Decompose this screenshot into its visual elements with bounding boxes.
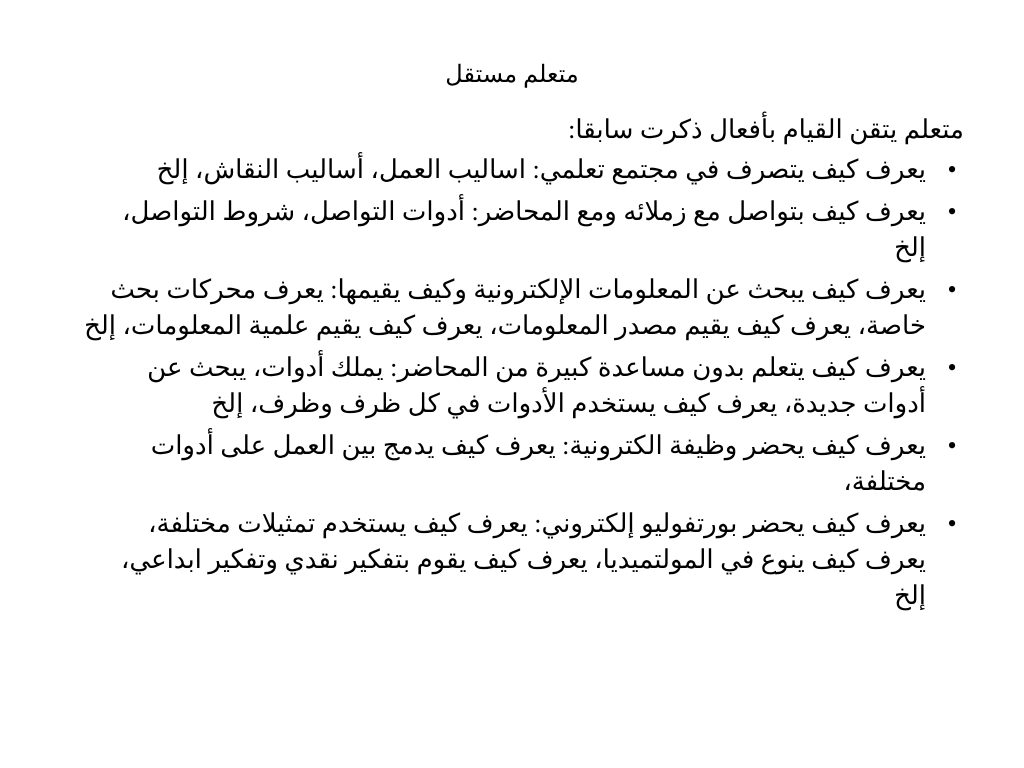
slide-content <box>84 112 964 620</box>
bullet-text: يعرف كيف يحضر بورتفوليو إلكتروني: يعرف كيف يستخدم تمثيلات مختلفة، يعرف كيف ينوع في المولتميديا، يعرف كيف يقوم بتفكير نقدي وتفكير ابداعي، إلخ <box>121 509 926 610</box>
bullet-list <box>84 152 964 614</box>
bullet-item <box>84 506 964 614</box>
bullet-item <box>84 428 964 500</box>
bullet-text: يعرف كيف يتعلم بدون مساعدة كبيرة من المحاضر: يملك أدوات، يبحث عن أدوات جديدة، يعرف كيف يستخدم الأدوات في كل ظرف وظرف، إلخ <box>147 353 926 418</box>
bullet-item <box>84 194 964 266</box>
bullet-text: يعرف كيف بتواصل مع زملائه ومع المحاضر: أدوات التواصل، شروط التواصل، إلخ <box>122 197 926 262</box>
slide-title: متعلم مستقل <box>445 62 579 88</box>
bullet-item <box>84 152 964 188</box>
bullet-icon: • <box>947 353 957 382</box>
bullet-text: يعرف كيف يتصرف في مجتمع تعلمي: اساليب العمل، أساليب النقاش، إلخ <box>156 155 926 184</box>
bullet-icon: • <box>947 431 957 460</box>
intro-line: متعلم يتقن القيام بأفعال ذكرت سابقا: <box>568 115 964 144</box>
bullet-text: يعرف كيف يبحث عن المعلومات الإلكترونية وكيف يقيمها: يعرف محركات بحث خاصة، يعرف كيف يقيم مصدر المعلومات، يعرف كيف يقيم علمية المعلومات، إلخ <box>84 275 926 340</box>
bullet-item <box>84 350 964 422</box>
bullet-icon: • <box>947 155 957 184</box>
bullet-icon: • <box>947 509 957 538</box>
bullet-icon: • <box>947 197 957 226</box>
bullet-icon: • <box>947 275 957 304</box>
bullet-text: يعرف كيف يحضر وظيفة الكترونية: يعرف كيف يدمج بين العمل على أدوات مختلفة، <box>150 431 926 496</box>
bullet-item <box>84 272 964 344</box>
